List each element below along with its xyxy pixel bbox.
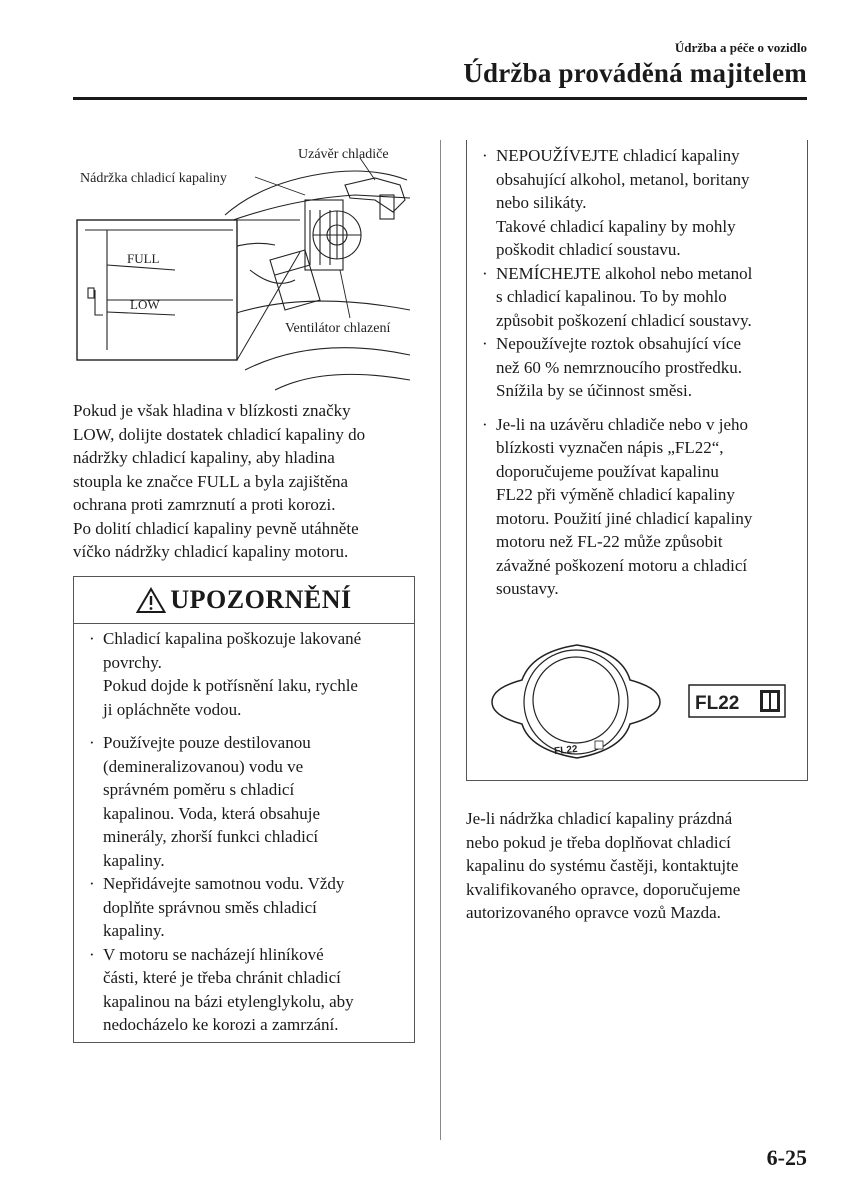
page-title: Údržba prováděná majitelem [463, 58, 807, 88]
warning-list [89, 627, 407, 1037]
cooling-fan-label: Ventilátor chlazení [285, 321, 391, 336]
list-item: · NEPOUŽÍVEJTE chladicí kapaliny obsahující alkohol, metanol, boritany nebo silikáty. Takové chladicí kapaliny by mohly poškodit chladicí soustavu. [482, 144, 800, 262]
refill-instructions: Pokud je však hladina v blízkosti značky LOW, dolijte dostatek chladicí kapaliny do nádržky chladicí kapaliny, aby hladina stoupla ke značce FULL a byla zajištěna ochrana proti zamrznutí a proti korozi. Po dolití chladicí kapaliny pevně utáhněte víčko nádržky chladicí kapaliny motoru. [73, 401, 366, 561]
column-divider [440, 140, 441, 1140]
header-rule [73, 97, 807, 100]
service-advice: Je-li nádržka chladicí kapaliny prázdná nebo pokud je třeba doplňovat chladicí kapalinu do systému častěji, kontaktujte kvalifikovaného opravce, doporučujeme autorizovaného opravce vozů Mazda. [466, 809, 741, 922]
cap-fl22-mark: FL22 [553, 743, 579, 758]
manual-book-icon [760, 690, 780, 712]
list-item: · Nepoužívejte roztok obsahující více než 60 % nemrznoucího prostředku. Snížila by se účinnost směsi. [482, 332, 800, 403]
warning-triangle-icon [136, 587, 166, 614]
list-item: · Je-li na uzávěru chladiče nebo v jeho blízkosti vyznačen nápis „FL22“, doporučujeme používat kapalinu FL22 při výměně chladicí kapaliny motoru. Použití jiné chladicí kapaliny motoru než FL-22 může způsobit závažné poškození motoru a chladicí soustavy. [482, 413, 800, 601]
coolant-reservoir-illustration [75, 140, 420, 395]
radiator-cap-label: Uzávěr chladiče [298, 147, 389, 162]
caution-list [482, 144, 800, 601]
coolant-caution-box [466, 140, 808, 781]
warning-box [73, 576, 415, 1043]
warning-title: UPOZORNĚNÍ [170, 585, 352, 614]
radiator-cap-illustration [482, 640, 792, 765]
full-mark: FULL [127, 251, 160, 266]
list-item: · V motoru se nacházejí hliníkové části, které je třeba chránit chladicí kapalinou na bázi etylenglykolu, aby nedocházelo ke korozi a zamrzání. [89, 943, 407, 1037]
list-item: · Nepřidávejte samotnou vodu. Vždy doplňte správnou směs chladicí kapaliny. [89, 872, 407, 943]
page-number: 6-25 [766, 1145, 807, 1170]
list-item: · Používejte pouze destilovanou (demineralizovanou) vodu ve správném poměru s chladicí kapalinou. Voda, která obsahuje minerály, zhorší funkci chladicí kapaliny. [89, 731, 407, 872]
section-header: Údržba a péče o vozidlo [674, 40, 807, 55]
level-inset [77, 220, 237, 360]
list-item: · Chladicí kapalina poškozuje lakované povrchy. Pokud dojde k potřísnění laku, rychle ji opláchněte vodou. [89, 627, 407, 721]
low-mark: LOW [130, 297, 160, 312]
warning-header [74, 576, 414, 624]
book-icon [595, 741, 603, 749]
list-item: · NEMÍCHEJTE alkohol nebo metanol s chladicí kapalinou. To by mohlo způsobit poškození chladicí soustavy. [482, 262, 800, 333]
reservoir-label: Nádržka chladicí kapaliny [80, 171, 227, 186]
fl22-label: FL22 [695, 693, 740, 714]
